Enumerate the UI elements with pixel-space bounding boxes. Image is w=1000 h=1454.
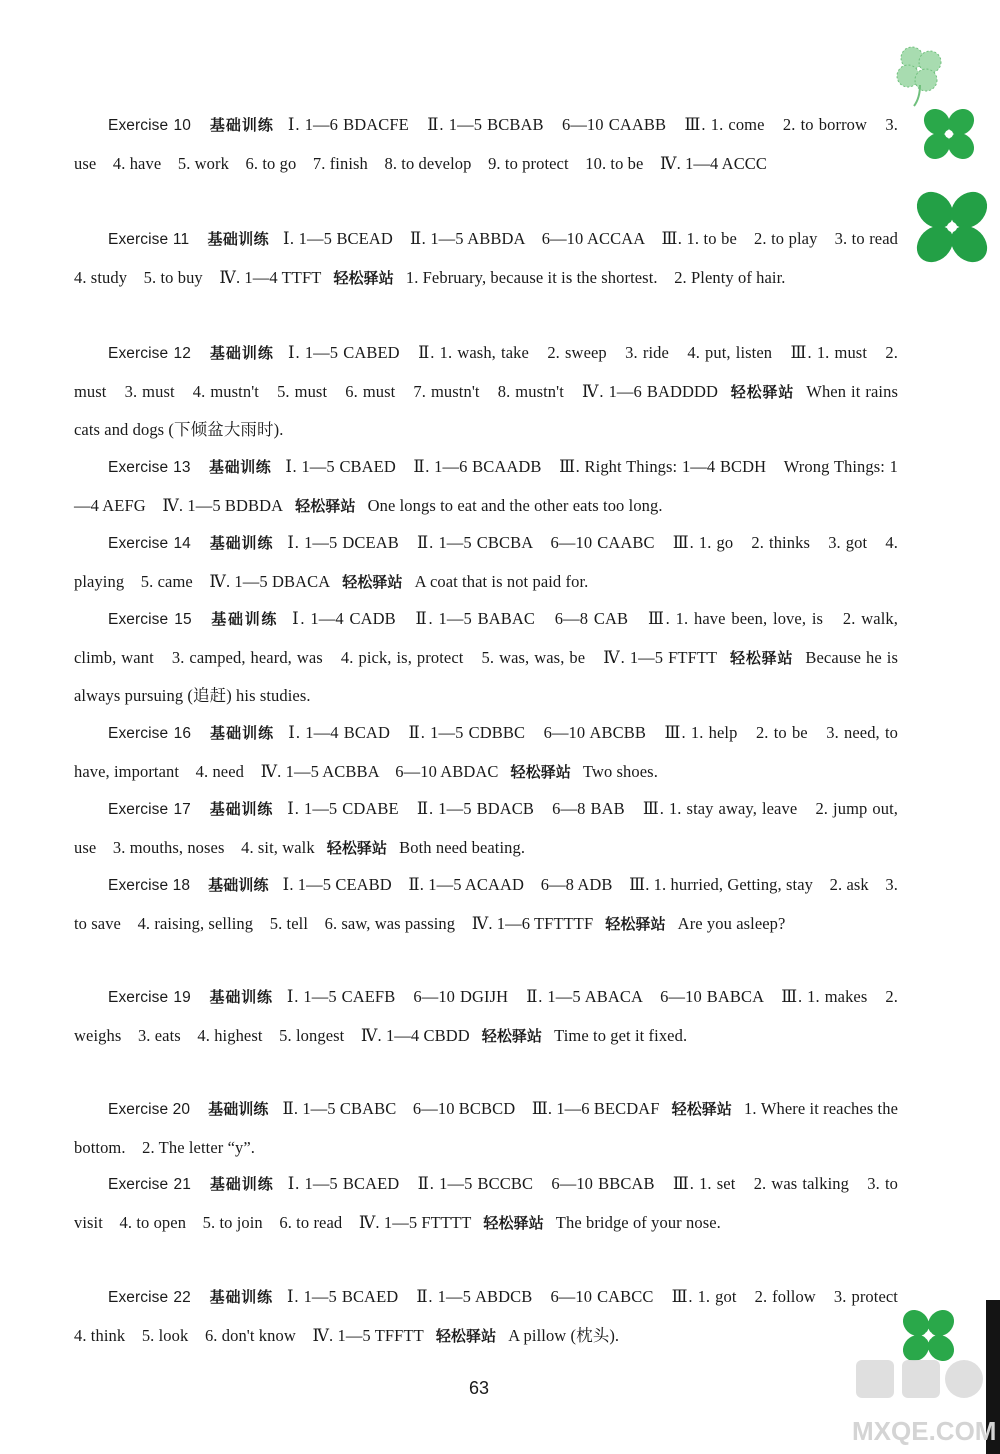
- answers-text: Ⅰ. 1—5 CEABD Ⅱ. 1—5 ACAAD 6—8 ADB Ⅲ. 1. hurried, Getting, stay 2. ask 3. to save 4. raising, selling 5. tell 6. saw, was passing Ⅳ. 1—6 TFTTTF: [74, 875, 898, 933]
- exercise-13: [74, 448, 898, 525]
- exercise-label: Exercise 18: [108, 877, 191, 894]
- answers-text: Ⅰ. 1—6 BDACFE Ⅱ. 1—5 BCBAB 6—10 CAABB Ⅲ. 1. come 2. to borrow 3. use 4. have 5. work 6. to go 7. finish 8. to develop 9. to protect 10. to be Ⅳ. 1—4 ACCC: [74, 115, 898, 173]
- bonus-answer: The bridge of your nose.: [555, 1212, 721, 1232]
- answers-text: Ⅰ. 1—5 CABED Ⅱ. 1. wash, take 2. sweep 3. ride 4. put, listen Ⅲ. 1. must 2. must 3. must 4. mustn't 5. must 6. must 7. mustn't 8. mustn't Ⅳ. 1—6 BADDDD: [74, 343, 899, 401]
- bonus-answer: Two shoes.: [582, 761, 658, 781]
- answers-text: Ⅰ. 1—5 BCAED Ⅱ. 1—5 BCCBC 6—10 BBCAB Ⅲ. 1. set 2. was talking 3. to visit 4. to open 5. to join 6. to read Ⅳ. 1—5 FTTTT: [74, 1174, 898, 1232]
- exercise-16: [74, 714, 898, 791]
- answers-text: Ⅰ. 1—4 BCAD Ⅱ. 1—5 CDBBC 6—10 ABCBB Ⅲ. 1. help 2. to be 3. need, to have, important 4. need Ⅳ. 1—5 ACBBA 6—10 ABDAC: [74, 723, 898, 781]
- answers-text: Ⅰ. 1—5 DCEAB Ⅱ. 1—5 CBCBA 6—10 CAABC Ⅲ. 1. go 2. thinks 3. got 4. playing 5. came Ⅳ. 1—5 DBACA: [74, 533, 898, 591]
- section-label: 基础训练: [207, 230, 270, 248]
- bonus-answer: Time to get it fixed.: [554, 1025, 688, 1045]
- exercise-label: Exercise 12: [108, 345, 191, 362]
- section-label: 基础训练: [208, 1175, 274, 1193]
- exercise-label: Exercise 14: [108, 535, 191, 552]
- exercise-10: [74, 106, 898, 182]
- bonus-label: 轻松驿站: [326, 838, 388, 857]
- exercise-21: [74, 1165, 898, 1242]
- section-label: 基础训练: [208, 116, 274, 134]
- answers-text: Ⅰ. 1—5 CDABE Ⅱ. 1—5 BDACB 6—8 BAB Ⅲ. 1. stay away, leave 2. jump out, use 3. mouths, noses 4. sit, walk: [74, 799, 898, 857]
- bonus-answer: Because he is always pursuing (追赶) his studies.: [74, 647, 898, 705]
- exercise-label: Exercise 13: [108, 459, 191, 476]
- bonus-answer: When it rains cats and dogs (下倾盆大雨时).: [74, 381, 898, 439]
- bonus-label: 轻松驿站: [481, 1026, 543, 1045]
- bonus-answer: Are you asleep?: [677, 913, 786, 933]
- large-clover-icon: [905, 180, 1000, 275]
- answers-text: Ⅰ. 1—5 BCEAD Ⅱ. 1—5 ABBDA 6—10 ACCAA Ⅲ. 1. to be 2. to play 3. to read 4. study 5. to buy Ⅳ. 1—4 TTFT: [74, 229, 915, 287]
- answers-text: Ⅰ. 1—5 CBAED Ⅱ. 1—6 BCAADB Ⅲ. Right Things: 1—4 BCDH Wrong Things: 1—4 AEFG Ⅳ. 1—5 BDBDA: [74, 457, 899, 515]
- page-number: 63: [468, 1378, 490, 1398]
- exercise-label: Exercise 15: [108, 611, 192, 628]
- exercise-20: [74, 1090, 898, 1166]
- bonus-label: 轻松驿站: [730, 382, 795, 401]
- exercise-14: [74, 524, 898, 601]
- exercise-11: [74, 220, 915, 297]
- clover-icon: [915, 100, 985, 170]
- exercise-label: Exercise 17: [108, 801, 191, 818]
- bonus-label: 轻松驿站: [342, 572, 403, 591]
- exercise-18: [74, 866, 898, 943]
- exercise-label: Exercise 10: [108, 117, 191, 134]
- bonus-answer: A pillow (枕头).: [508, 1325, 620, 1345]
- section-label: 基础训练: [208, 534, 274, 552]
- answers-text: Ⅱ. 1—5 CBABC 6—10 BCBCD Ⅲ. 1—6 BECDAF: [282, 1099, 660, 1118]
- section-label: 基础训练: [209, 610, 279, 628]
- exercise-label: Exercise 22: [108, 1289, 191, 1306]
- bonus-label: 轻松驿站: [729, 648, 794, 667]
- exercise-label: Exercise 20: [108, 1101, 191, 1118]
- watermark-text: MXQE.COM: [852, 1416, 996, 1446]
- answers-text: Ⅰ. 1—5 CAEFB 6—10 DGIJH Ⅱ. 1—5 ABACA 6—10 BABCA Ⅲ. 1. makes 2. weighs 3. eats 4. highest 5. longest Ⅳ. 1—4 CBDD: [74, 987, 898, 1045]
- exercise-label: Exercise 11: [108, 231, 190, 248]
- bonus-label: 轻松驿站: [483, 1213, 544, 1232]
- section-label: 基础训练: [208, 458, 272, 476]
- bonus-answer: 1. February, because it is the shortest. 2. Plenty of hair.: [405, 267, 786, 287]
- section-label: 基础训练: [208, 876, 269, 894]
- bonus-answer: Both need beating.: [399, 837, 526, 857]
- exercise-17: [74, 790, 898, 867]
- section-label: 基础训练: [208, 800, 274, 818]
- answers-text: Ⅰ. 1—4 CADB Ⅱ. 1—5 BABAC 6—8 CAB Ⅲ. 1. have been, love, is 2. walk, climb, want 3. camped, heard, was 4. pick, is, protect 5. was, was, be Ⅳ. 1—5 FTFTT: [74, 609, 898, 667]
- answers-text: Ⅰ. 1—5 BCAED Ⅱ. 1—5 ABDCB 6—10 CABCC Ⅲ. 1. got 2. follow 3. protect 4. think 5. look 6. don't know Ⅳ. 1—5 TFFTT: [74, 1287, 915, 1345]
- section-label: 基础训练: [209, 724, 275, 742]
- bonus-label: 轻松驿站: [333, 268, 394, 287]
- exercise-19: [74, 978, 898, 1055]
- bonus-answer: A coat that is not paid for.: [414, 571, 589, 591]
- exercise-label: Exercise 21: [108, 1176, 191, 1193]
- exercise-15: [74, 600, 898, 715]
- section-label: 基础训练: [209, 344, 274, 362]
- bonus-label: 轻松驿站: [605, 914, 666, 933]
- section-label: 基础训练: [208, 1288, 273, 1306]
- bonus-label: 轻松驿站: [295, 496, 356, 515]
- bonus-answer: One longs to eat and the other eats too long.: [367, 495, 663, 515]
- section-label: 基础训练: [208, 988, 273, 1006]
- exercise-22: [74, 1278, 915, 1355]
- section-label: 基础训练: [208, 1100, 269, 1118]
- bonus-label: 轻松驿站: [510, 762, 571, 781]
- exercise-label: Exercise 19: [108, 989, 191, 1006]
- watermark-logo-icon: [846, 1342, 996, 1452]
- exercise-label: Exercise 16: [108, 725, 192, 742]
- bonus-label: 轻松驿站: [435, 1326, 497, 1345]
- bonus-label: 轻松驿站: [671, 1100, 733, 1118]
- exercise-12: [74, 334, 898, 449]
- bonus-answer: 1. Where it reaches the bottom. 2. The letter “y”.: [74, 1099, 898, 1157]
